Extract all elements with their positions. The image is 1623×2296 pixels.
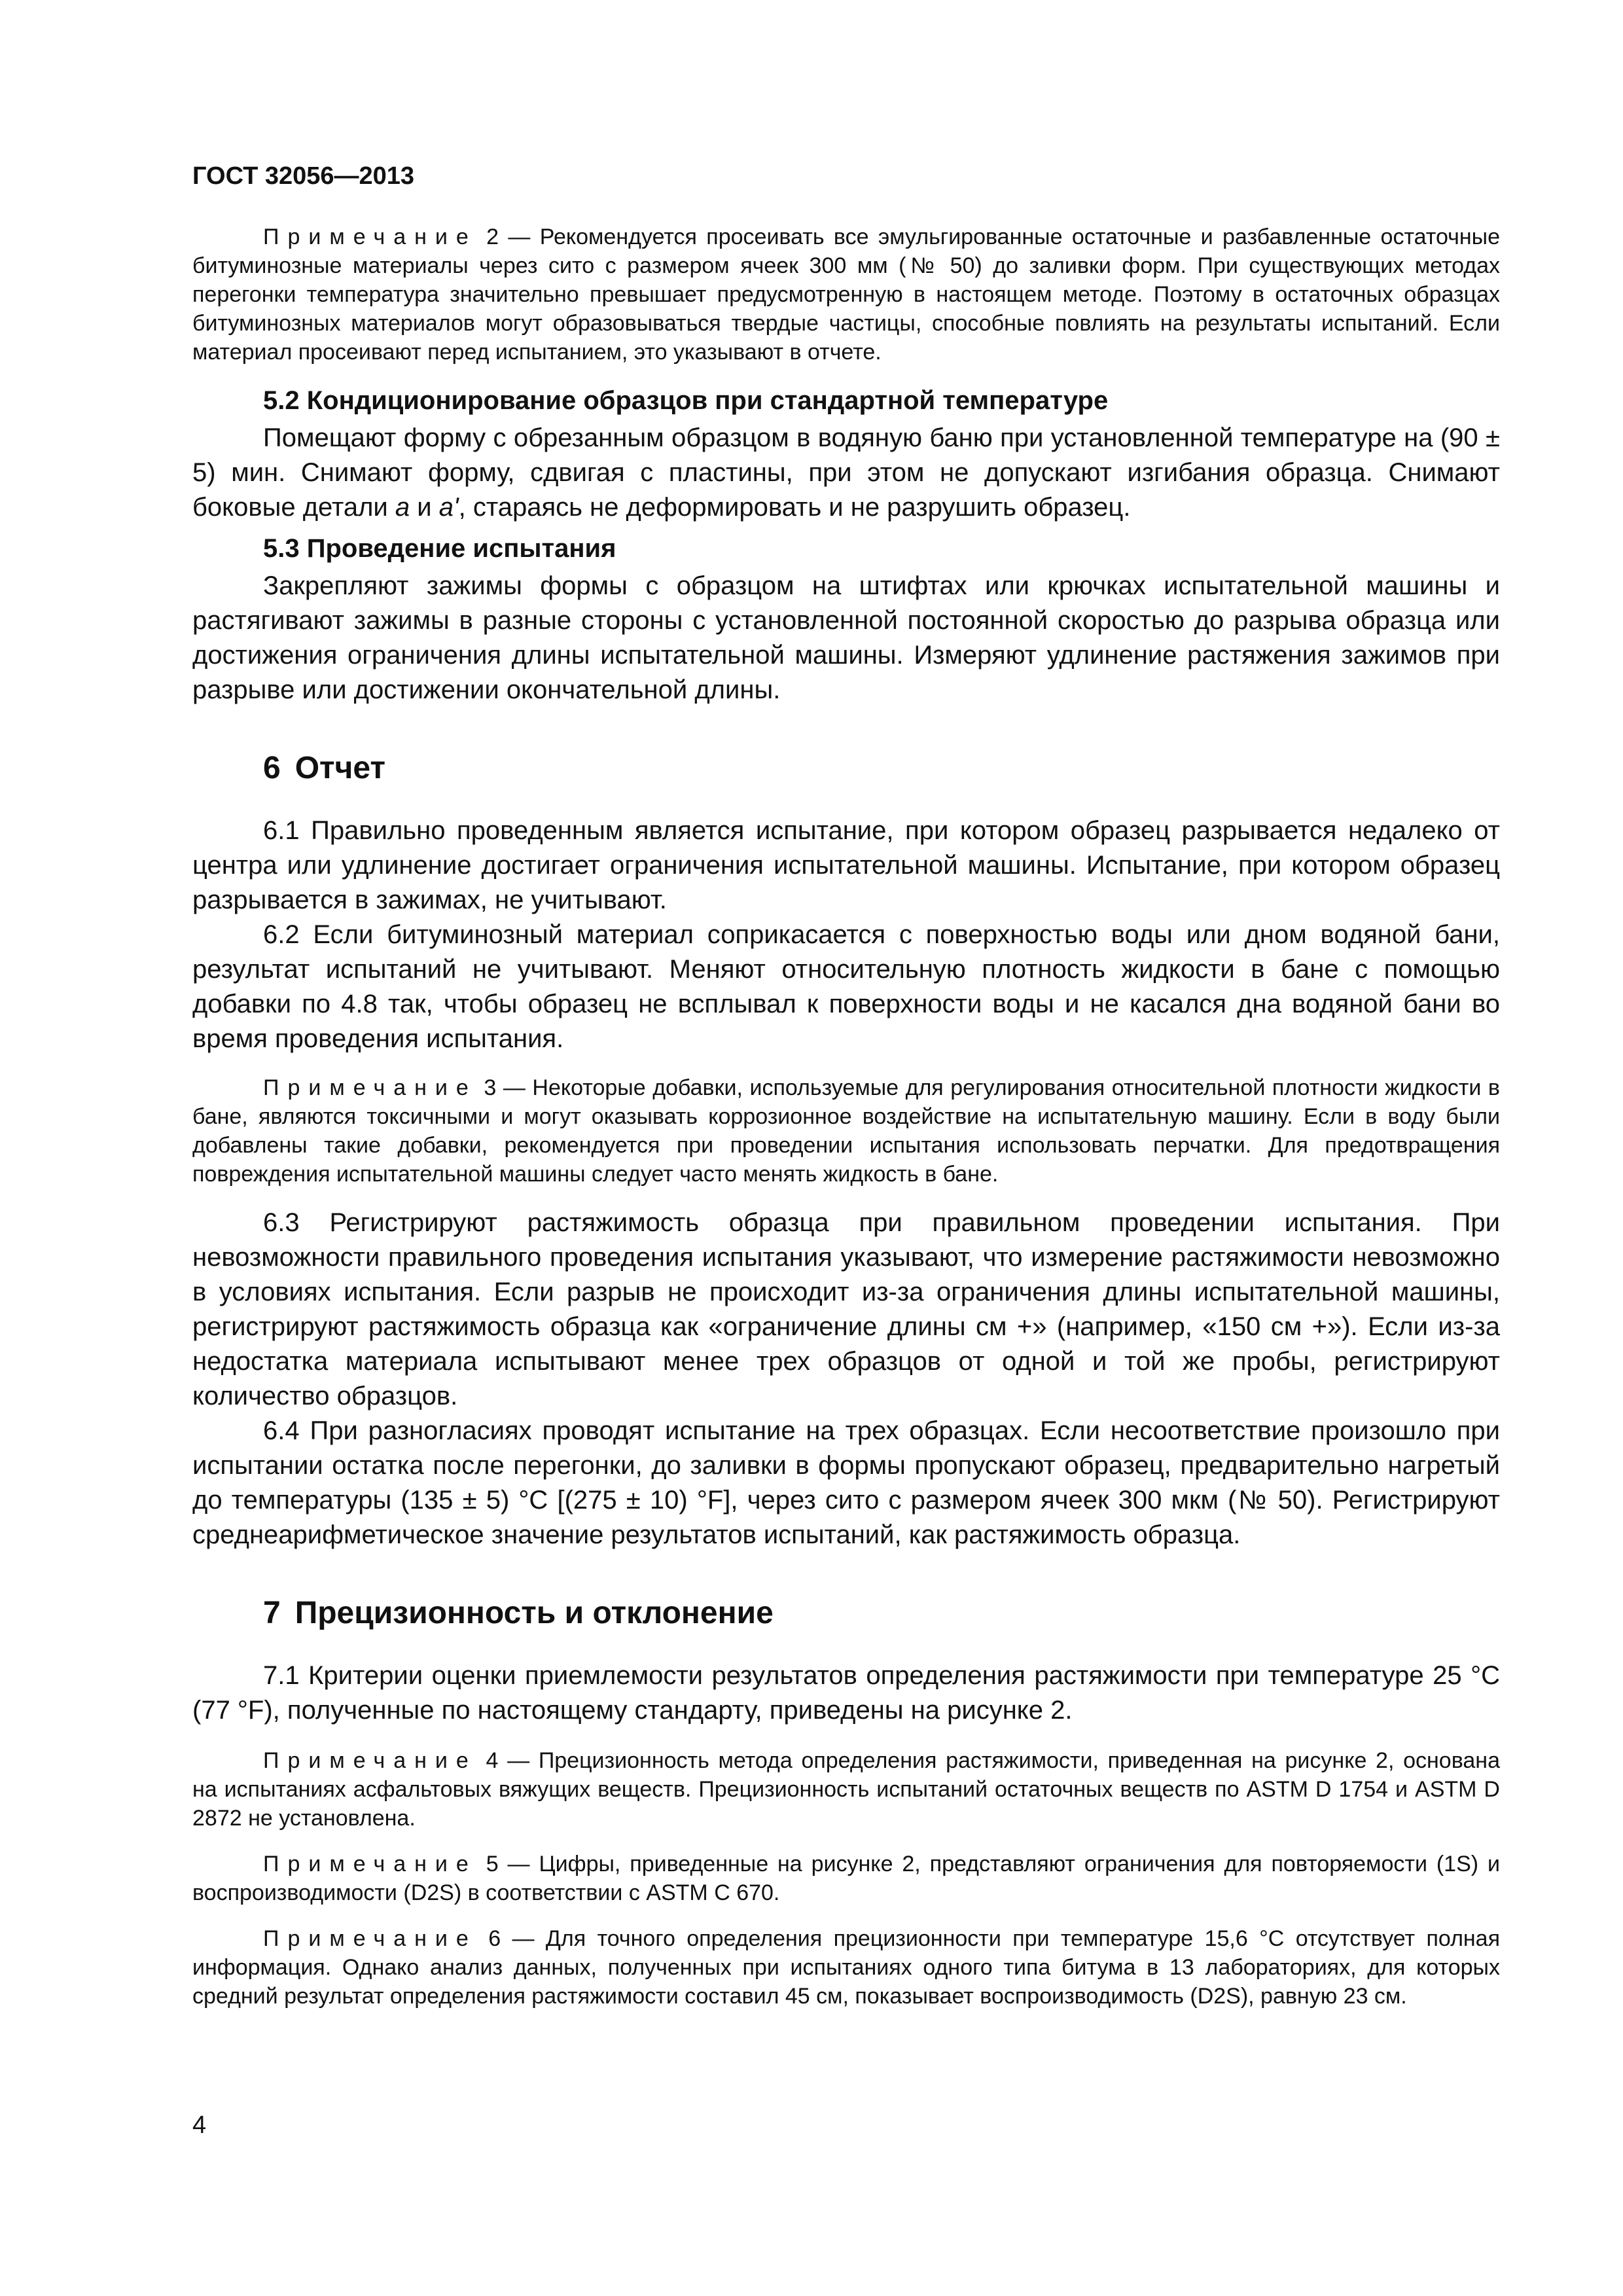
section-heading-7 (192, 1594, 1500, 1632)
paragraph-6-1: 6.1 Правильно проведенным является испытание, при котором образец разрывается недалеко от центра или удлинение достигает ограничения испытательной машины. Испытание, при котором образец разрывается в зажимах, не учитывают. (192, 816, 1500, 914)
subsection-heading-5-3: 5.3 Проведение испытания (263, 534, 616, 563)
note-text: 3 — Некоторые добавки, используемые для регулирования относительной плотности жидкости в бане, являются токсичными и могут оказывать коррозионное воздействие на испытательную машину. Если в воду были добавлены такие добавки, рекомендуется при проведении испытания использовать перчатки. Для предотвращения повреждения испытательной машины следует часто менять жидкость в бане. (192, 1075, 1500, 1187)
paragraph-5-2 (192, 421, 1500, 525)
section-number: 6 (263, 751, 281, 785)
paragraph-text: и (410, 493, 439, 522)
detail-a-label: а (395, 493, 410, 522)
note-5 (192, 1850, 1500, 1907)
section-title: Прецизионность и отклонение (294, 1596, 774, 1630)
note-text: 6 — Для точного определения прецизионности при температуре 15,6 °С отсутствует полная информация. Однако анализ данных, полученных при испытаниях одного типа битума в 13 лабораториях, для которых средний результат определения растяжимости составил 45 см, показывает воспроизводимость (D2S), равную 23 см. (192, 1926, 1500, 2009)
section-number: 7 (263, 1596, 281, 1630)
section-heading-6 (192, 749, 1500, 787)
paragraph-text: , стараясь не деформировать и не разрушить образец. (458, 493, 1131, 522)
note-lead: Примечание (263, 1075, 477, 1100)
note-lead: Примечание (263, 1926, 477, 1951)
detail-a-prime-label: а' (438, 493, 459, 522)
note-text: 2 — Рекомендуется просеивать все эмульгированные остаточные и разбавленные остаточные битуминозные материалы через сито с размером ячеек 300 мм (№ 50) до заливки форм. При существующих методах перегонки температура значительно превышает предусмотренную в настоящем методе. Поэтому в остаточных образцах битуминозных материалов могут образовываться твердые частицы, способные повлиять на результаты испытаний. Если материал просеивают перед испытанием, это указывают в отчете. (192, 224, 1500, 365)
note-lead: Примечание (263, 224, 477, 249)
note-3 (192, 1073, 1500, 1189)
note-4 (192, 1746, 1500, 1833)
page-number: 4 (192, 2111, 207, 2139)
paragraph-6-4: 6.4 При разногласиях проводят испытание на трех образцах. Если несоответствие произошло при испытании остатка после перегонки, до заливки в формы пропускают образец, предварительно нагретый до температуры (135 ± 5) °С [(275 ± 10) °F], через сито с размером ячеек 300 мкм (№ 50). Регистрируют среднеарифметическое значение результатов испытаний, как растяжимость образца. (192, 1416, 1500, 1549)
note-6 (192, 1924, 1500, 2011)
paragraph-text: Помещают форму с обрезанным образцом в водяную баню при установленной температуре на (90 ± 5) мин. Снимают форму, сдвигая с пластины, при этом не допускают изгибания образца. Снимают боковые детали (192, 423, 1500, 522)
paragraph-6-3: 6.3 Регистрируют растяжимость образца при правильном проведении испытания. При невозможности правильного проведения испытания указывают, что измерение растяжимости невозможно в условиях испытания. Если разрыв не происходит из-за ограничения длины испытательной машины, регистрируют растяжимость образца как «ограничение длины см +» (например, «150 см +»). Если из-за недостатка материала испытывают менее трех образцов от одной и той же пробы, регистрируют количество образцов. (192, 1208, 1500, 1410)
note-2 (192, 223, 1500, 367)
subsection-heading-5-2: 5.2 Кондиционирование образцов при стандартной температуре (263, 386, 1109, 415)
paragraph-6-2: 6.2 Если битуминозный материал соприкасается с поверхностью воды или дном водяной бани, результат испытаний не учитывают. Меняют относительную плотность жидкости в бане с помощью добавки по 4.8 так, чтобы образец не всплывал к поверхности воды и не касался дна водяной бани во время проведения испытания. (192, 920, 1500, 1053)
document-header: ГОСТ 32056—2013 (192, 162, 415, 190)
paragraph-5-3: Закрепляют зажимы формы с образцом на штифтах или крючках испытательной машины и растягивают зажимы в разные стороны с установленной постоянной скоростью до разрыва образца или достижения ограничения длины испытательной машины. Измеряют удлинение растяжения зажимов при разрыве или достижении окончательной длины. (192, 571, 1500, 704)
note-lead: Примечание (263, 1852, 477, 1876)
page-content (192, 223, 1500, 2028)
section-title: Отчет (294, 751, 385, 785)
note-text: 4 — Прецизионность метода определения растяжимости, приведенная на рисунке 2, основана на испытаниях асфальтовых вяжущих веществ. Прецизионность испытаний остаточных веществ по ASTM D 1754 и ASTM D 2872 не установлена. (192, 1748, 1500, 1831)
note-text: 5 — Цифры, приведенные на рисунке 2, представляют ограничения для повторяемости (1S) и воспроизводимости (D2S) в соответствии с ASTM C 670. (192, 1852, 1500, 1905)
note-lead: Примечание (263, 1748, 477, 1773)
paragraph-7-1: 7.1 Критерии оценки приемлемости результатов определения растяжимости при температуре 25 °С (77 °F), полученные по настоящему стандарту, приведены на рисунке 2. (192, 1661, 1500, 1725)
